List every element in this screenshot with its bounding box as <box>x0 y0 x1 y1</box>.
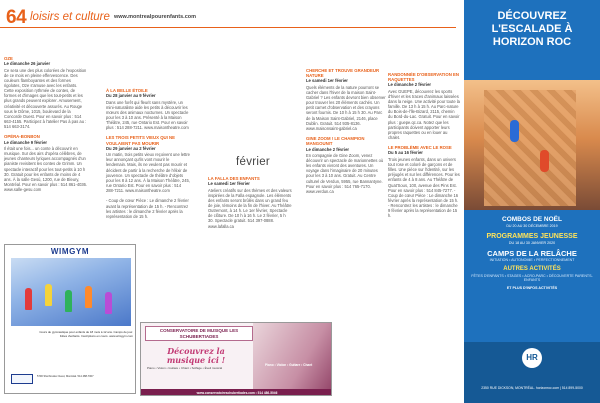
article-body: - Coup de cœur Pièce : Le dimanche 2 février avant la représentation de 15 h. - Rencontrez les artistes : le dimanche 2 février après la représentation de 15 h. <box>106 198 189 219</box>
article-date: Le samedi 1er février <box>208 181 250 187</box>
conservatoire-contact-bar[interactable]: www.conservatoireschubertiades.com • 514 486-5046 <box>141 389 332 396</box>
conservatoire-cta: Découvrez la musique ici ! <box>166 346 226 365</box>
article-randonnee <box>388 72 460 140</box>
article-cherche-trouve <box>306 68 386 131</box>
article-title: OZE <box>4 56 13 61</box>
column-5 <box>388 72 460 224</box>
article-body: Ce sera une des plus colorées de l'exposition de ce mois en pleine effervescence. Des couleurs flamboyantes et des formes rigolotes, Oze s'amuse avec les enfants. Cette exposition rythmée de contes, de formes et d'images que les tout-petits et les plus grands peuvent explorer. Amusement, créativité et découverte assurés. Au Rouge sous le Dôme, 1015, boulevard de la Concorde Ouest. Pour en savoir plus : 514 663-4155. Participez à l'atelier Pas à pas au : 514 663-3174. <box>4 67 87 130</box>
section-title: loisirs et culture <box>30 11 110 23</box>
page-number: 64 <box>6 7 27 28</box>
conservatoire-ad[interactable] <box>140 322 332 396</box>
conservatoire-title: CONSERVATOIRE DE MUSIQUE LES SCHUBERTIADES <box>145 326 253 341</box>
conservatoire-list: Piano • Violon • Guitare • Chant • Solfège • Éveil musical <box>147 366 223 370</box>
wimgym-text: Cours de gymnastique pour enfants de 18 mois à 12 ans. Camps de jour. Fêtes d'enfants. Inscriptions en cours. www.wimgym.com <box>39 330 133 338</box>
horizon-logo: HR <box>522 348 542 368</box>
article-gine-zoom <box>306 136 386 194</box>
conservatoire-instruments: Piano • Violon • Guitare • Chant <box>265 363 313 367</box>
article-title: À LA BELLE ÉTOILE <box>106 88 148 93</box>
article-body: Ateliers créatifs sur des thèmes et des valeurs inspirées de la Falla espagnole. Les éléments des enfants seront brûlés dans un grand feu de joie, témoins de la fin de l'hiver. Au Théâtre Outremont, à 14 h. Le 1er février, Spectacle de clôture. De 10 h à 16 h. Le 2 février, 5 h 30. Spectacle gratuit. 514 397-0888. www.lafalla.ca <box>208 187 292 229</box>
wimgym-photo <box>11 258 131 326</box>
gymnast-figure <box>85 286 92 308</box>
article-date: Du 29 janvier au 2 février <box>106 145 156 151</box>
article-date: Le dimanche 2 février <box>306 146 350 152</box>
horizon-programmes: PROGRAMMES JEUNESSE <box>486 232 578 240</box>
article-date: Le dimanche 9 février <box>4 139 48 145</box>
wimgym-footer <box>9 371 133 391</box>
article-body: Dans une forêt qui fleurit sans mystère, un mini-naturaliste aide les petits à découvrir les mœurs des animaux nocturnes. Un spectacle pour les 3 à 10 ans. Présenté à la Maison Théâtre, 245, rue Ontario Est. Pour en savoir plus : 514 288-7211. www.maisontheatre.com <box>106 99 189 131</box>
article-body: Un matin, trois petits vieux reçoivent une lettre leur annonçant qu'ils vont mourir le lendemain. Mais, ils ne veulent pas mourir et décident de partir à la recherche de l'élixir de jouvence. Un spectacle de théâtre d'objets pour les 8 à 12 ans. À la Maison Théâtre, 245, rue Ontario Est. Pour en savoir plus : 514 288-7211. www.maisontheatre.com <box>106 152 190 194</box>
article-belle-etoile <box>106 88 190 130</box>
horizon-autres-list: FÊTES D'ENFANTS • STAGES • ACRO-PARC • DÉCOUVERTE PARENTS-ENFANTS <box>471 273 593 283</box>
article-oze <box>4 56 88 129</box>
conservatoire-photo <box>253 323 332 396</box>
horizon-footer <box>464 342 600 403</box>
horizon-roc-ad[interactable] <box>464 0 600 403</box>
horizon-plus: ET PLUS D'INFOS ACTIVITÉS <box>506 285 558 290</box>
horizon-headline: DÉCOUVREZ L'ESCALADE À HORIZON ROC <box>491 10 573 48</box>
article-body: Avec GUEPE, découvrez les sports d'hiver et les traces d'animaux laissées dans la neige. Une activité pour toute la famille. De 13 h à 15 h. Au Parc-nature du Bois-de-l'Île-Bizard, 2115, chemin du Bord-du-Lac. Gratuit. Pour en savoir plus : guepe.qc.ca. Notez que les participants doivent apporter leurs propres raquettes ou en louer au chalet. <box>388 88 460 141</box>
column-4 <box>306 68 386 199</box>
horizon-autres: AUTRES ACTIVITÉS <box>503 266 561 273</box>
article-body: Trois jeunes enfants, dans un univers tout rose et coloré de garçons et de filles. Une pièce sur l'identité, sur les préjugés et sur les différences. Pour les enfants de 4 à 8 ans. Au Théâtre de Quat'Sous, 100, avenue des Pins Est. Pour en savoir plus : 514 845-7277. - Coup de cœur Pièce : Le dimanche 16 février après la représentation de 15 h. - Rencontrez les artistes : le dimanche 9 février après la représentation de 15 h. <box>388 156 460 219</box>
climber-figure <box>510 120 519 142</box>
horizon-combo-title: COMBOS DE NOËL <box>502 216 562 223</box>
article-body: En compagnie de Gine Zoom, venez découvrir un spectacle de marionnettes où les enfants vivront des aventures. Un voyage dans l'imaginaire de 20 minutes pour les 3 à 10 ans. Gratuit. Au Centre culturel de Verdun, 5955, rue Bannantyne. Pour en savoir plus : 514 765-7170. www.verdun.ca <box>306 152 384 194</box>
article-title: LA FALLA DES ENFANTS <box>208 176 260 181</box>
article-probleme-rose <box>388 145 460 218</box>
gymnast-figure <box>45 284 52 306</box>
horizon-photo <box>464 80 600 210</box>
wimgym-ad[interactable] <box>4 244 136 394</box>
article-trois-petits-vieux <box>106 135 190 193</box>
article-date: Le samedi 1er février <box>306 78 348 84</box>
article-notes <box>106 198 190 219</box>
article-opera-bonbon <box>4 134 88 192</box>
column-2 <box>106 88 190 224</box>
gymnast-figure <box>65 290 72 312</box>
article-body: Quels éléments de la nature pourront se cacher dans l'hiver de la maison Saint-Gabriel ? Les enfants devront bien observer pour trouver les 20 éléments cachés. Un petit carnet d'observation et des crayons seront fournis. De 10 h à 15 h 30. Au Parc de la Maison Saint-Gabriel, 2146, place Dublin. Gratuit. 514 935-8136. www.maisonsaint-gabriel.ca <box>306 84 386 131</box>
horizon-programmes-dates: DU 18 AU 30 JANVIER 2020 <box>508 241 556 246</box>
article-title: GINE ZOOM ! LE CHAMPION MANGOUNIT <box>306 136 365 147</box>
climbing-wall <box>484 90 576 206</box>
wimgym-logo: WIMGYM <box>50 247 90 256</box>
article-title: CHERCHE ET TROUVE GRANDEUR NATURE <box>306 68 380 79</box>
horizon-camps-list: INITIATION • AUTONOMIE • PERFECTIONNEMENT <box>489 257 575 262</box>
horizon-camps: CAMPS DE LA RELÂCHE <box>487 248 577 258</box>
climber-figure <box>540 150 549 172</box>
article-title: LE PROBLÈME AVEC LE ROSE <box>388 145 452 151</box>
wimgym-address: 5700 Sherbrooke Ouest, Montréal. 514 488-7007 <box>37 375 94 378</box>
article-date: Le dimanche 2 février <box>388 82 432 88</box>
gymnast-figure <box>25 288 32 310</box>
section-url[interactable]: www.montrealpourenfants.com <box>114 14 197 20</box>
horizon-address[interactable]: 2350 RUE DICKSON, MONTRÉAL. horizonroc.com | 514 899-5000 <box>481 386 583 390</box>
article-date: Du 5 au 16 février <box>388 150 423 156</box>
column-1 <box>4 56 88 197</box>
wimgym-mini-logo <box>11 374 33 384</box>
horizon-top <box>464 0 600 80</box>
horizon-combo-dates: DU 20 AU 30 DÉCEMBRE 2019 <box>506 224 558 228</box>
column-3 <box>208 176 292 234</box>
gymnast-figure <box>105 292 112 314</box>
article-date: Le dimanche 26 janvier <box>4 61 51 67</box>
article-body: Il était une fois... un conte à découvrir en musique. Sur des airs d'opéra célèbres, de jeunes chanteurs lyriques accompagnés d'un pianiste revisitent les contes de Grimm. Un spectacle interactif pour les tout-petits à 10 h 30. Gratuit pour les enfants de moins de 4 ans. À la salle Gesù, 1200, rue de Bleury, Montréal. Pour en savoir plus : 514 861-4036. www.salle-gesu.com <box>4 145 88 193</box>
article-falla <box>208 176 292 229</box>
horizon-program-block <box>464 210 600 342</box>
article-title: LES TROIS PETITS VIEUX QUI NE VOULAIENT PAS MOURIR <box>106 135 175 146</box>
article-title: OPÉRA-BONBON <box>4 134 40 140</box>
article-date: Du 28 janvier au 9 février <box>106 93 156 99</box>
article-title: RANDONNÉE D'OBSERVATION EN RAQUETTES <box>388 72 459 83</box>
header-rule <box>0 27 456 28</box>
month-heading: février <box>236 156 271 168</box>
